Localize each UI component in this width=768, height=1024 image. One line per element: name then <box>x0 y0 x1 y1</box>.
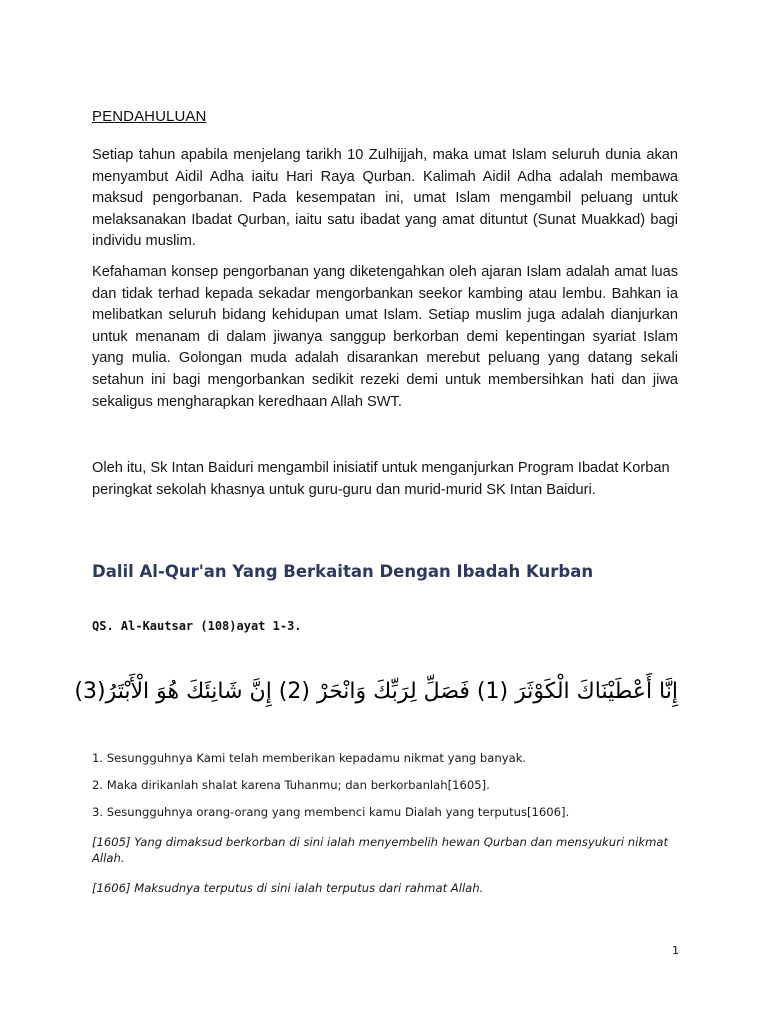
translation-line-1: 1. Sesungguhnya Kami telah memberikan kepadamu nikmat yang banyak. <box>92 751 527 765</box>
page-number: 1 <box>672 944 679 957</box>
dalil-title: Dalil Al-Qur'an Yang Berkaitan Dengan Ibadah Kurban <box>92 562 594 581</box>
translation-line-3: 3. Sesungguhnya orang-orang yang membenci kamu Dialah yang terputus[1606]. <box>92 805 570 819</box>
footnote-1606: [1606] Maksudnya terputus di sini ialah terputus dari rahmat Allah. <box>92 881 484 895</box>
intro-paragraph-1: Setiap tahun apabila menjelang tarikh 10 Zulhijjah, maka umat Islam seluruh dunia akan menyambut Aidil Adha iaitu Hari Raya Qurban. Kalimah Aidil Adha adalah membawa maksud pengorbanan. Pada kesempatan ini, umat Islam mengambil peluang untuk melaksanakan Ibadat Qurban, iaitu satu ibadat yang amat dituntut (Sunat Muakkad) bagi individu muslim. <box>92 147 678 250</box>
arabic-verse: إِنَّا أَعْطَيْنَاكَ الْكَوْثَرَ (1) فَصَلِّ لِرَبِّكَ وَانْحَرْ (2) إِنَّ شَانِئَكَ هُوَ الْأَبْتَرُ(3) <box>74 679 678 704</box>
section-heading: PENDAHULUAN <box>92 108 207 125</box>
intro-paragraph-2: Kefahaman konsep pengorbanan yang diketengahkan oleh ajaran Islam adalah amat luas dan tidak terhad kepada sekadar mengorbankan seekor kambing atau lembu. Bahkan ia melibatkan seluruh bidang kehidupan umat Islam. Setiap muslim juga adalah dianjurkan untuk menanam di dalam jiwanya sanggup berkorban demi kepentingan syariat Islam yang mulia. Golongan muda adalah disarankan merebut peluang yang datang sekali setahun ini bagi mengorbankan sedikit rezeki demi untuk membersihkan hati dan jiwa sekaligus mengharapkan keredhaan Allah SWT. <box>92 264 678 410</box>
intro-paragraph-3: Oleh itu, Sk Intan Baiduri mengambil inisiatif untuk menganjurkan Program Ibadat Korban peringkat sekolah khasnya untuk guru-guru dan murid-murid SK Intan Baiduri. <box>92 460 670 498</box>
surah-reference: QS. Al-Kautsar (108)ayat 1-3. <box>92 619 302 633</box>
footnote-1605: [1605] Yang dimaksud berkorban di sini ialah menyembelih hewan Qurban dan mensyukuri nikmat Allah. <box>92 835 669 865</box>
translation-line-2: 2. Maka dirikanlah shalat karena Tuhanmu; dan berkorbanlah[1605]. <box>92 778 490 792</box>
